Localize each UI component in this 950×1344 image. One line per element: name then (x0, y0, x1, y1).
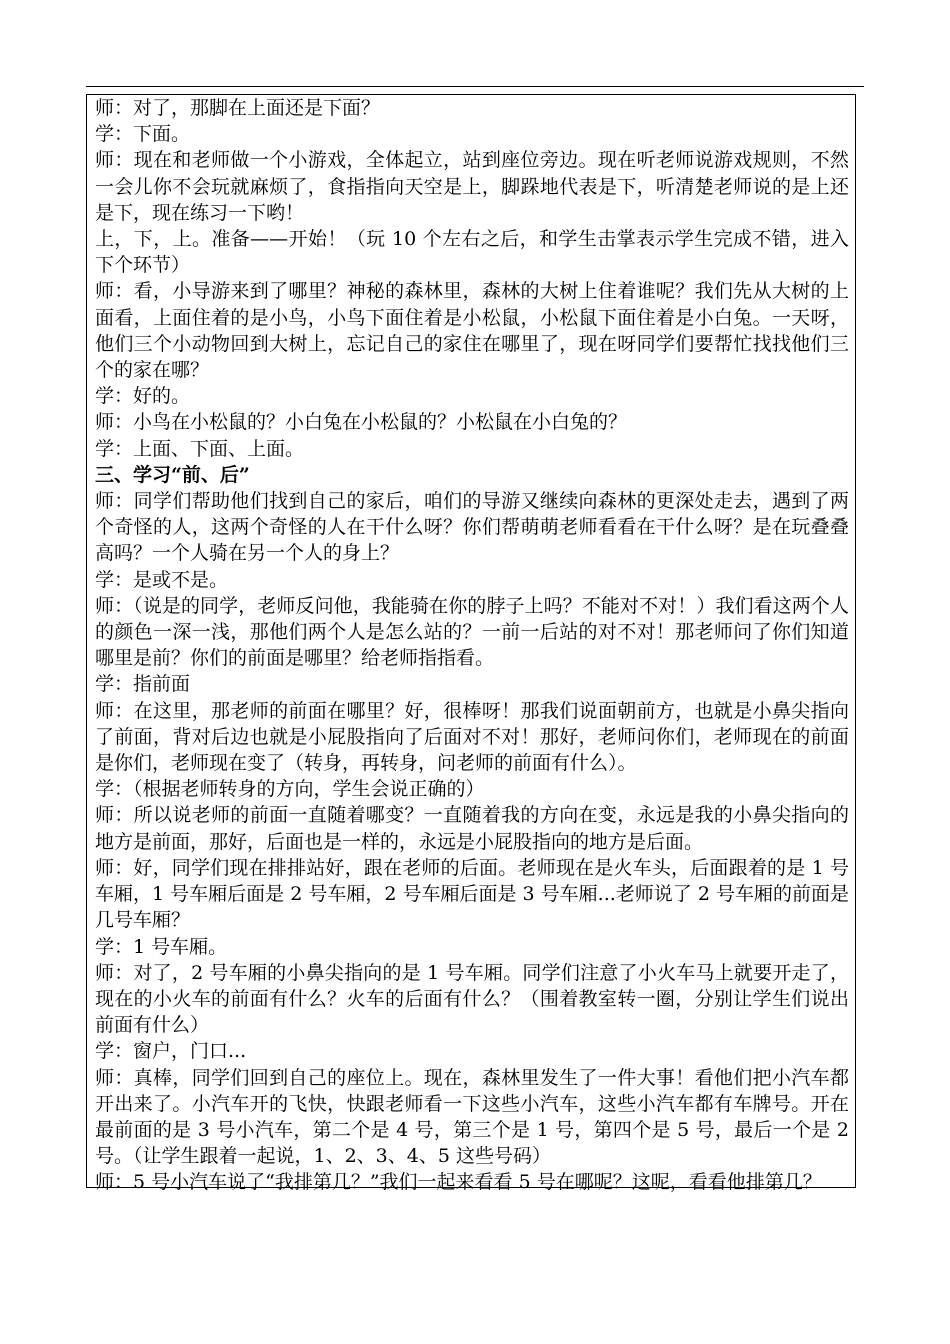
dialogue-line: 师：（说是的同学，老师反问他，我能骑在你的脖子上吗？不能对不对！）我们看这两个人的颜色一深一浅，那他们两个人是怎么站的？一前一后站的对不对！那老师问了你们知道哪里是前？你们的前面是哪里？给老师指指看。 (95, 594, 849, 670)
lesson-content-box (86, 94, 856, 1194)
dialogue-line: 学：1 号车厢。 (95, 935, 228, 958)
dialogue-line: 师：看，小导游来到了哪里？神秘的森林里，森林的大树上住着谁呢？我们先从大树的上面看，上面住着的是小鸟，小鸟下面住着是小松鼠，小松鼠下面住着是小白兔。一天呀，他们三个小动物回到大树上，忘记自己的家住在哪里了，现在呀同学们要帮忙找找他们三个的家在哪？ (95, 280, 849, 382)
section-heading: 三、学习“前、后” (95, 463, 250, 486)
dialogue-line: 上，下，上。准备——开始！（玩 10 个左右之后，和学生击掌表示学生完成不错，进入下个环节） (95, 228, 849, 277)
dialogue-line: 师：在这里，那老师的前面在哪里？好，很棒呀！那我们说面朝前方，也就是小鼻尖指向了前面，背对后边也就是小屁股指向了后面对不对！那好，老师问你们，老师现在的前面是你们，老师现在变了（转身，再转身，问老师的前面有什么）。 (95, 699, 849, 775)
dialogue-line: 师：5 号小汽车说了“我排第几？”我们一起来看看 5 号在哪呢？这呢，看看他排第几？ (95, 1171, 822, 1194)
dialogue-line: 师：好，同学们现在排排站好，跟在老师的后面。老师现在是火车头，后面跟着的是 1 号车厢，1 号车厢后面是 2 号车厢，2 号车厢后面是 3 号车厢...老师说了 2 号车厢的前面是几号车厢？ (95, 856, 849, 932)
dialogue-line: 学：好的。 (95, 385, 191, 408)
dialogue-line: 学：指前面 (95, 673, 191, 696)
dialogue-line: 师：小鸟在小松鼠的？小白兔在小松鼠的？小松鼠在小白兔的？ (95, 411, 628, 434)
header-rule (86, 86, 864, 87)
dialogue-line: 学：上面、下面、上面。 (95, 437, 305, 460)
dialogue-line: 师：同学们帮助他们找到自己的家后，咱们的导游又继续向森林的更深处走去，遇到了两个奇怪的人，这两个奇怪的人在干什么呀？你们帮萌萌老师看看在干什么呀？是在玩叠叠高吗？一个人骑在另一个人的身上？ (95, 490, 849, 565)
dialogue-line: 师：对了，那脚在上面还是下面？ (95, 97, 381, 119)
dialogue-line: 学：下面。 (95, 123, 191, 146)
dialogue-line: 学：（根据老师转身的方向，学生会说正确的） (95, 778, 485, 801)
dialogue-line: 师：对了，2 号车厢的小鼻尖指向的是 1 号车厢。同学们注意了小火车马上就要开走了，现在的小火车的前面有什么？火车的后面有什么？（围着教室转一圈，分别让学生们说出前面有什么） (95, 961, 849, 1037)
dialogue-line: 师：现在和老师做一个小游戏，全体起立，站到座位旁边。现在听老师说游戏规则，不然一会儿你不会玩就麻烦了，食指指向天空是上，脚跺地代表是下，听清楚老师说的是上还是下，现在练习一下哟！ (95, 149, 849, 224)
dialogue-line: 师：所以说老师的前面一直随着哪变？一直随着我的方向在变，永远是我的小鼻尖指向的地方是前面，那好，后面也是一样的，永远是小屁股指向的地方是后面。 (95, 804, 849, 853)
dialogue-line: 学：窗户，门口... (95, 1040, 247, 1063)
dialogue-line: 师：真棒，同学们回到自己的座位上。现在，森林里发生了一件大事！看他们把小汽车都开出来了。小汽车开的飞快，快跟老师看一下这些小汽车，这些小汽车都有车牌号。开在最前面的是 3 号小汽车，第二个是 4 号，第三个是 1 号，第四个是 5 号，最后一个是 2 号。（让学生跟着一起说，1、2、3、4、5 这些号码） (95, 1066, 849, 1168)
dialogue-line: 学：是或不是。 (95, 568, 229, 591)
